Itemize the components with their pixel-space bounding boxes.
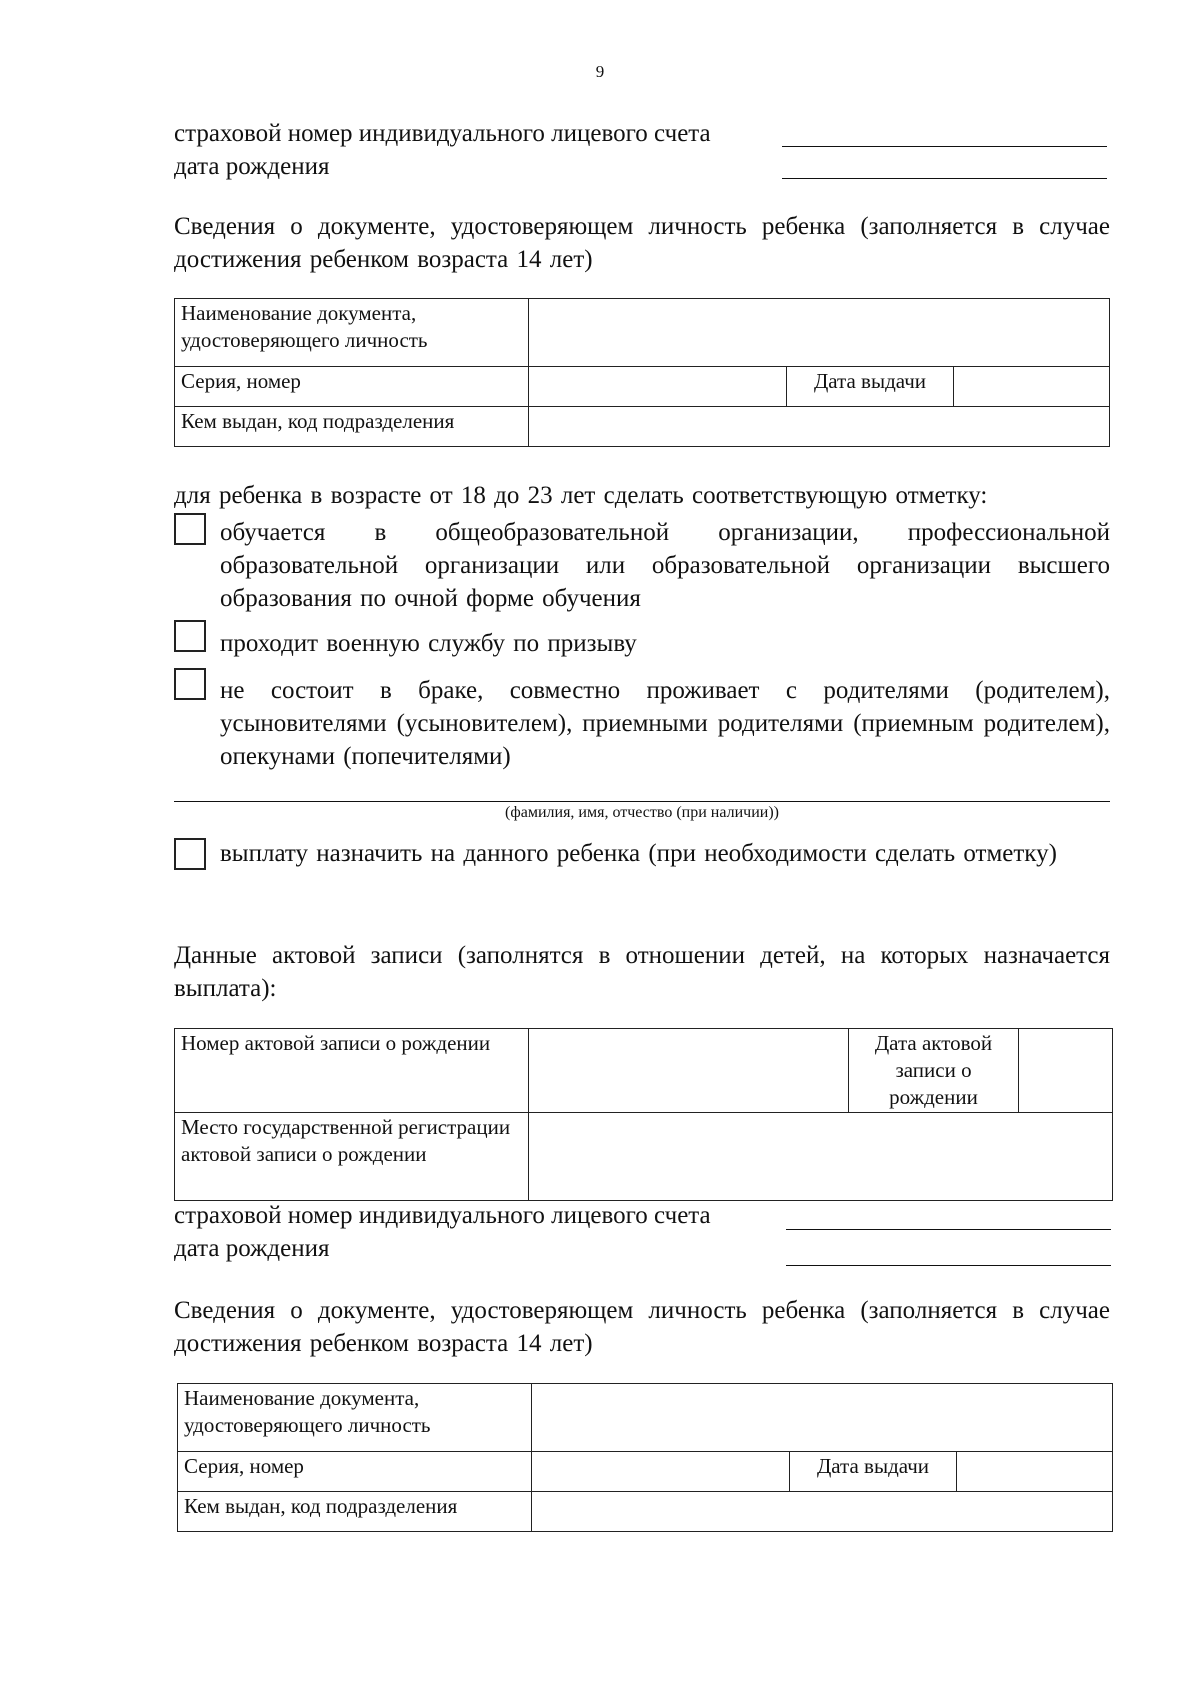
issued-by-label: Кем выдан, код подразделения: [175, 407, 529, 447]
age-18-23-heading: для ребенка в возрасте от 18 до 23 лет сделать соответствующую отметку:: [174, 482, 988, 509]
record-date-label: Дата актовой записи о рождении: [849, 1029, 1019, 1113]
page-number: 9: [595, 62, 605, 81]
dob-label: дата рождения: [174, 153, 330, 180]
series-number-label: Серия, номер: [175, 367, 529, 407]
issue-date-label-2: Дата выдачи: [790, 1452, 957, 1492]
id-doc-heading-2: Сведения о документе, удостоверяющем личность ребенка (заполняется в случае достижения ребенком возраста 14 лет): [174, 1297, 1110, 1357]
fio-field[interactable]: [174, 801, 1110, 802]
dob-field-2[interactable]: [786, 1265, 1111, 1266]
issued-by-label-2: Кем выдан, код подразделения: [178, 1492, 532, 1532]
series-number-label-2: Серия, номер: [178, 1452, 532, 1492]
issue-date-field-2[interactable]: [957, 1452, 1113, 1492]
snils-label-2: страховой номер индивидуального лицевого счета: [174, 1202, 711, 1229]
doc-name-label: Наименование документа, удостоверяющего личность: [175, 299, 529, 367]
snils-label: страховой номер индивидуального лицевого счета: [174, 120, 711, 147]
act-record-table: [174, 1028, 1113, 1201]
assign-payment-line1: [220, 837, 1110, 870]
act-record-heading: Данные актовой записи (заполнятся в отношении детей, на которых назначается выплата):: [174, 942, 1110, 1002]
series-number-field-2[interactable]: [532, 1452, 790, 1492]
issued-by-field[interactable]: [529, 407, 1110, 447]
doc-name-field[interactable]: [529, 299, 1110, 367]
record-number-label: Номер актовой записи о рождении: [175, 1029, 529, 1113]
fio-caption: (фамилия, имя, отчество (при наличии)): [505, 804, 779, 821]
id-doc-table-2: [177, 1383, 1113, 1532]
option-military-label: проходит военную службу по призыву: [220, 630, 637, 657]
option-studying-checkbox[interactable]: [174, 513, 206, 545]
option-military-checkbox[interactable]: [174, 620, 206, 652]
registration-place-field[interactable]: [529, 1113, 1113, 1201]
issue-date-label: Дата выдачи: [787, 367, 954, 407]
snils-field[interactable]: [782, 146, 1107, 147]
issued-by-field-2[interactable]: [532, 1492, 1113, 1532]
dob-field[interactable]: [782, 178, 1107, 179]
snils-field-2[interactable]: [786, 1229, 1111, 1230]
dob-label-2: дата рождения: [174, 1235, 330, 1262]
id-doc-table: [174, 298, 1110, 447]
series-number-field[interactable]: [529, 367, 787, 407]
doc-name-field-2[interactable]: [532, 1384, 1113, 1452]
assign-payment-text: выплату назначить на данного ребенка (при необходимости сделать отметку): [220, 840, 1057, 867]
record-number-field[interactable]: [529, 1029, 849, 1113]
option-unmarried-checkbox[interactable]: [174, 668, 206, 700]
registration-place-label: Место государственной регистрации актовой записи о рождении: [175, 1113, 529, 1201]
issue-date-field[interactable]: [954, 367, 1110, 407]
id-doc-heading: Сведения о документе, удостоверяющем личность ребенка (заполняется в случае достижения ребенком возраста 14 лет): [174, 213, 1110, 273]
assign-payment-checkbox[interactable]: [174, 838, 206, 870]
doc-name-label-2: Наименование документа, удостоверяющего личность: [178, 1384, 532, 1452]
record-date-field[interactable]: [1019, 1029, 1113, 1113]
option-studying-label: обучается в общеобразовательной организации, профессиональной образовательной организации или образовательной организации высшего образования по очной форме обучения: [220, 519, 1110, 612]
option-unmarried-label: не состоит в браке, совместно проживает с родителями (родителем), усыновителями (усыновителем), приемными родителями (приемным родителем), опекунами (попечителями): [220, 677, 1110, 770]
